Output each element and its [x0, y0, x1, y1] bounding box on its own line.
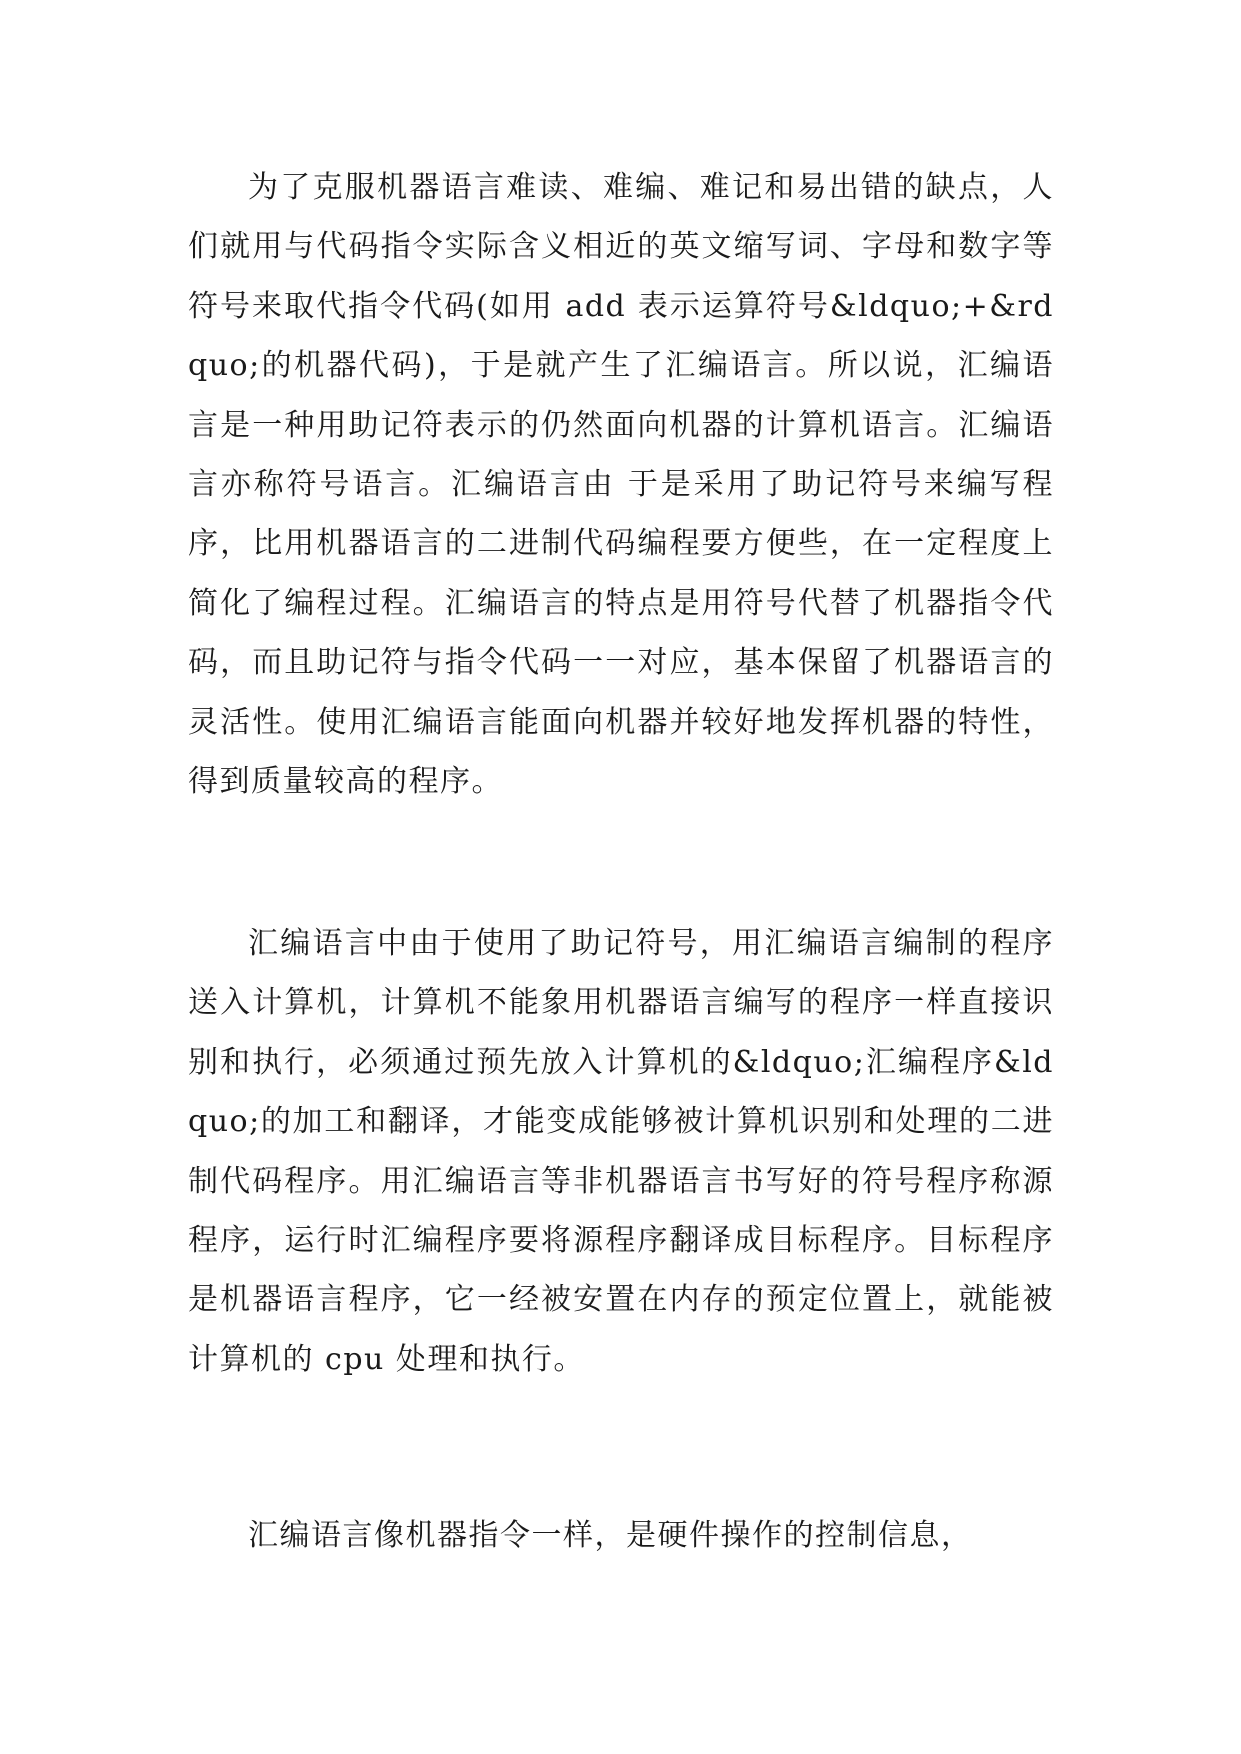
paragraph-3: 汇编语言像机器指令一样，是硬件操作的控制信息，	[248, 1518, 973, 1553]
paragraph-1: 为了克服机器语言难读、难编、难记和易出错的缺点，人们就用与代码指令实际含义相近的英文缩写词、字母和数字等符号来取代指令代码(如用 add 表示运算符号&ldquo;+&rdquo;的机器代码)，于是就产生了汇编语言。所以说，汇编语言是一种用助记符表示的仍然面向机器的计算机语言。汇编语言亦称符号语言。汇编语言由 于是采用了助记符号来编写程序，比用机器语言的二进制代码编程要方便些，在一定程度上简化了编程过程。汇编语言的特点是用符号代替了机器指令代码，而且助记符与指令代码一一对应，基本保留了机器语言的灵活性。使用汇编语言能面向机器并较好地发挥机器的特性，得到质量较高的程序。	[188, 170, 1054, 800]
paragraph-2: 汇编语言中由于使用了助记符号，用汇编语言编制的程序送入计算机，计算机不能象用机器语言编写的程序一样直接识别和执行，必须通过预先放入计算机的&ldquo;汇编程序&ldquo;的加工和翻译，才能变成能够被计算机识别和处理的二进制代码程序。用汇编语言等非机器语言书写好的符号程序称源程序，运行时汇编程序要将源程序翻译成目标程序。目标程序是机器语言程序，它一经被安置在内存的预定位置上，就能被计算机的 cpu 处理和执行。	[188, 926, 1054, 1377]
